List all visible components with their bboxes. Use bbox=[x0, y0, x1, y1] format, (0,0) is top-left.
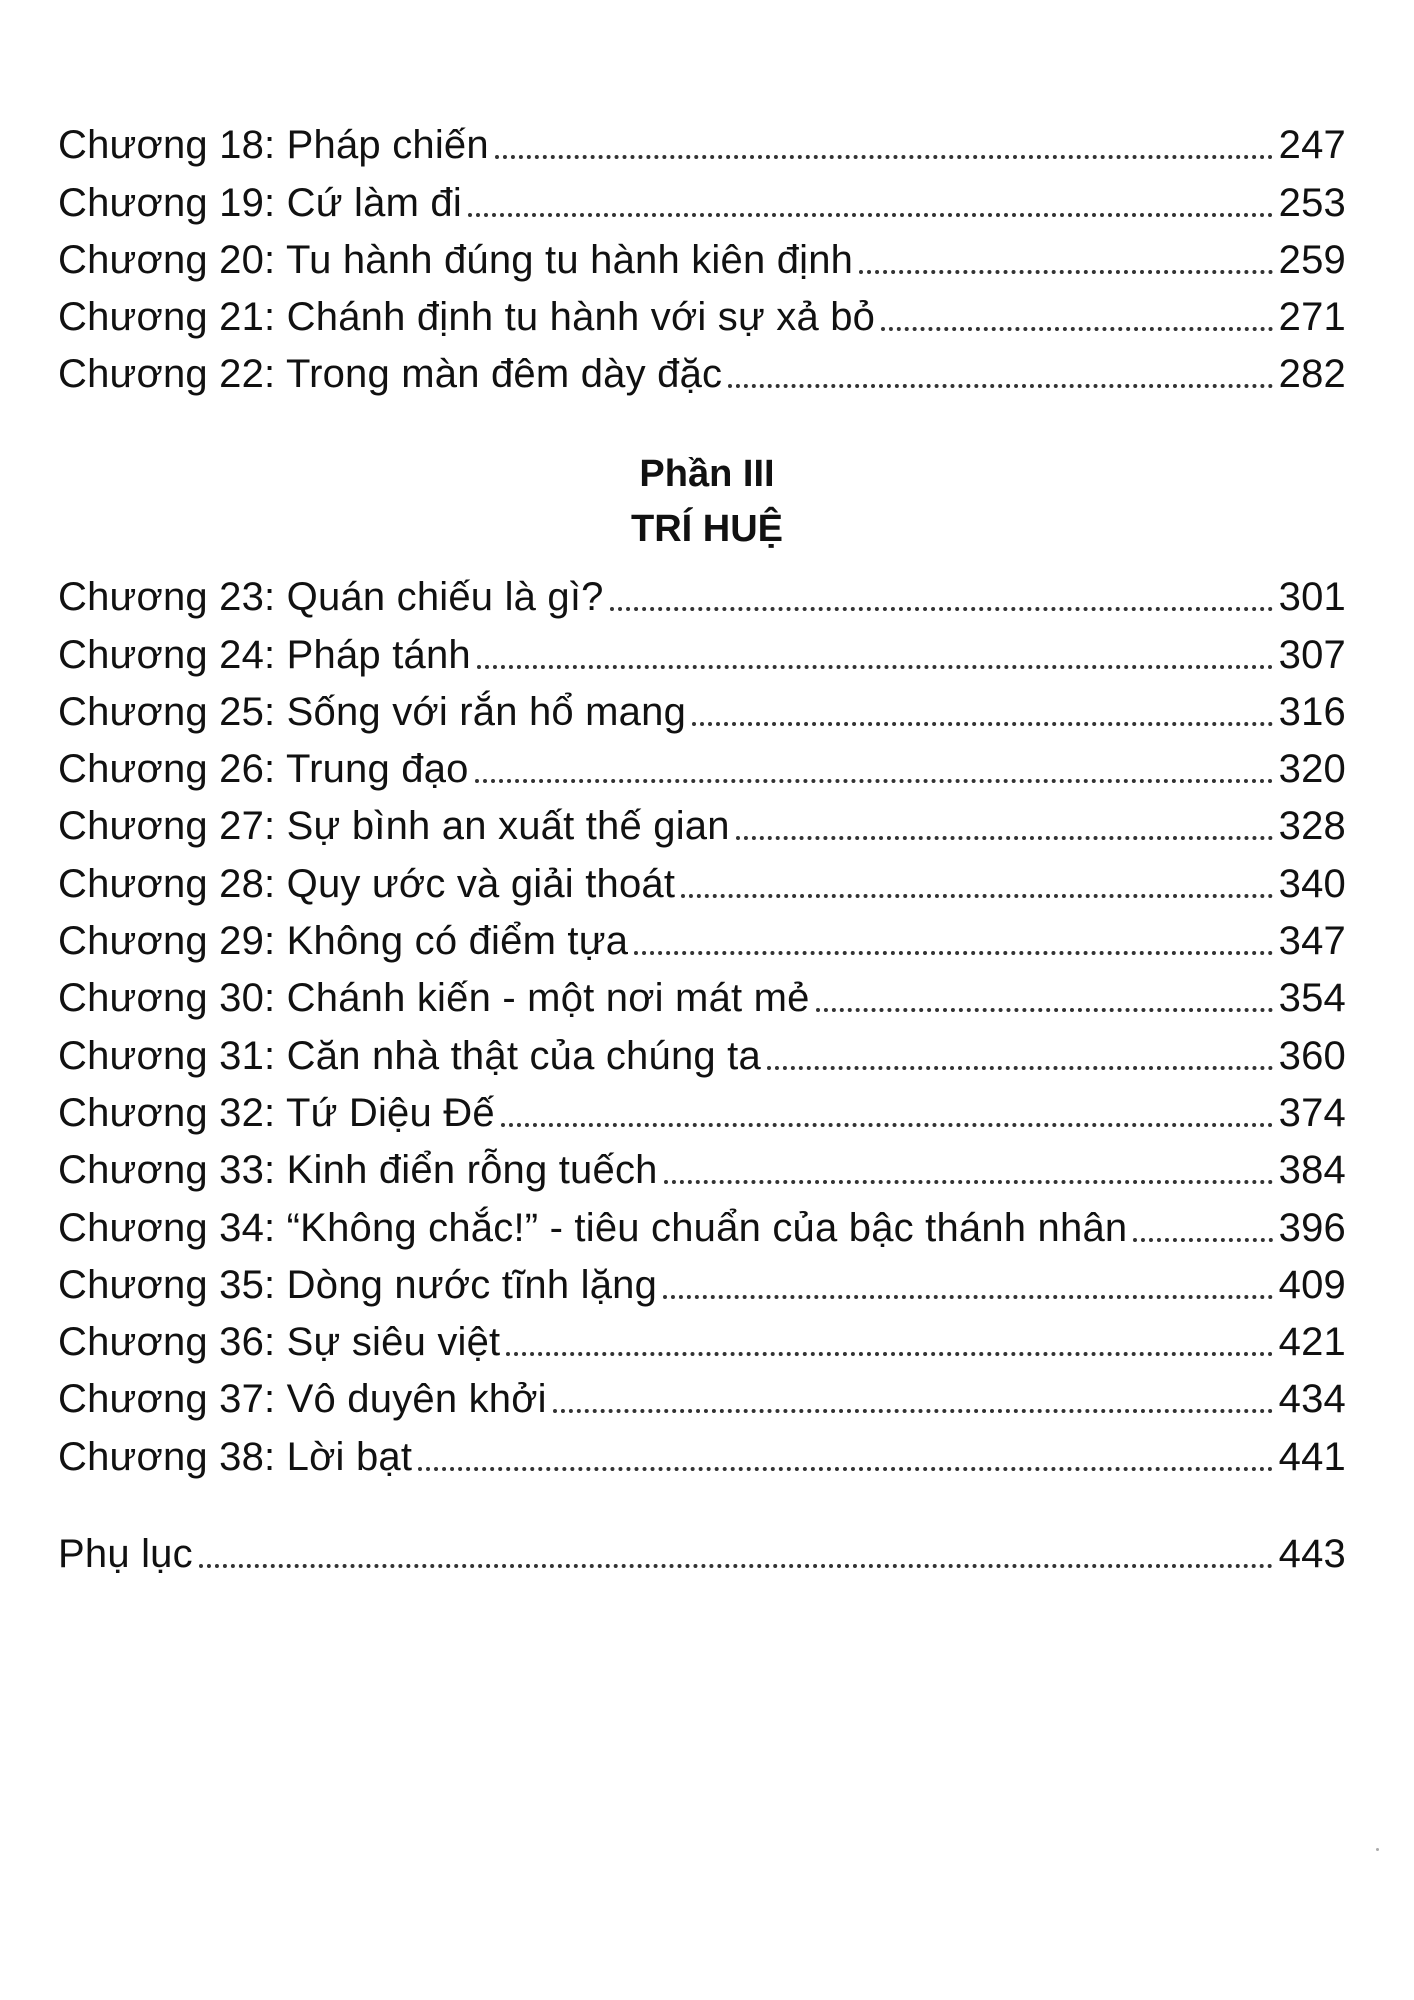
dot-leader bbox=[199, 1564, 1273, 1568]
toc-part-iii bbox=[58, 560, 1346, 1477]
dot-leader bbox=[553, 1409, 1273, 1413]
dot-leader bbox=[736, 836, 1273, 840]
dot-leader bbox=[477, 665, 1273, 669]
toc-entry-page: 354 bbox=[1278, 976, 1346, 1021]
toc-entry bbox=[58, 337, 1346, 397]
toc-entry-title: Chương 18: Pháp chiến bbox=[58, 123, 489, 168]
toc-entry-page: 347 bbox=[1278, 919, 1346, 964]
dot-leader bbox=[881, 327, 1273, 331]
dot-leader bbox=[767, 1066, 1273, 1070]
toc-entry-title: Chương 23: Quán chiếu là gì? bbox=[58, 575, 604, 620]
dot-leader bbox=[692, 722, 1273, 726]
part-label: Phần III bbox=[639, 453, 775, 495]
toc-entry-page: 374 bbox=[1278, 1090, 1346, 1135]
toc-entry bbox=[58, 1419, 1346, 1479]
toc-entry bbox=[58, 1305, 1346, 1365]
toc-entry-title: Phụ lục bbox=[58, 1532, 193, 1577]
toc-entry-page: 421 bbox=[1278, 1320, 1346, 1365]
toc-entry bbox=[58, 1133, 1346, 1193]
toc-entry-page: 271 bbox=[1278, 295, 1346, 340]
toc-entry-page: 259 bbox=[1278, 237, 1346, 282]
toc-entry-appendix bbox=[58, 1517, 1346, 1577]
toc-entry-page: 307 bbox=[1278, 632, 1346, 677]
dot-leader bbox=[728, 384, 1272, 388]
toc-entry-title: Chương 21: Chánh định tu hành với sự xả bỏ bbox=[58, 295, 876, 340]
toc-entry-page: 282 bbox=[1278, 352, 1346, 397]
toc-entry-title: Chương 37: Vô duyên khởi bbox=[58, 1377, 547, 1422]
toc-entry-page: 301 bbox=[1278, 575, 1346, 620]
toc-entry-title: Chương 27: Sự bình an xuất thế gian bbox=[58, 804, 730, 849]
toc-entry-title: Chương 31: Căn nhà thật của chúng ta bbox=[58, 1033, 761, 1078]
toc-entry-page: 247 bbox=[1278, 123, 1346, 168]
toc-entry bbox=[58, 1018, 1346, 1078]
toc-entry-page: 253 bbox=[1278, 180, 1346, 225]
scan-speck bbox=[1376, 1848, 1379, 1851]
toc-entry-title: Chương 24: Pháp tánh bbox=[58, 632, 471, 677]
toc-entry bbox=[58, 165, 1346, 225]
toc-part-ii-tail bbox=[58, 108, 1346, 397]
toc-entry-title: Chương 22: Trong màn đêm dày đặc bbox=[58, 352, 723, 397]
toc-entry bbox=[58, 732, 1346, 792]
dot-leader bbox=[468, 213, 1273, 217]
toc-entry bbox=[58, 846, 1346, 906]
toc-entry-title: Chương 29: Không có điểm tựa bbox=[58, 919, 629, 964]
toc-entry-title: Chương 20: Tu hành đúng tu hành kiên định bbox=[58, 237, 854, 282]
toc-entry-page: 441 bbox=[1278, 1434, 1346, 1479]
toc-entry-title: Chương 38: Lời bạt bbox=[58, 1434, 413, 1479]
toc-entry-page: 434 bbox=[1278, 1377, 1346, 1422]
toc-appendix bbox=[58, 1517, 1346, 1577]
toc-entry bbox=[58, 108, 1346, 168]
dot-leader bbox=[664, 1180, 1273, 1184]
toc-entry-title: Chương 32: Tứ Diệu Đế bbox=[58, 1090, 495, 1135]
toc-entry-page: 316 bbox=[1278, 689, 1346, 734]
toc-entry bbox=[58, 560, 1346, 620]
toc-entry-title: Chương 30: Chánh kiến - một nơi mát mẻ bbox=[58, 976, 810, 1021]
toc-entry-title: Chương 19: Cứ làm đi bbox=[58, 180, 462, 225]
dot-leader bbox=[495, 155, 1273, 159]
dot-leader bbox=[859, 270, 1273, 274]
dot-leader bbox=[610, 607, 1273, 611]
toc-entry-page: 384 bbox=[1278, 1148, 1346, 1193]
part-title: TRÍ HUỆ bbox=[631, 508, 783, 550]
dot-leader bbox=[501, 1123, 1273, 1127]
toc-entry bbox=[58, 1076, 1346, 1133]
toc-entry-title: Chương 34: “Không chắc!” - tiêu chuẩn của bậc thánh nhân bbox=[58, 1205, 1128, 1250]
toc-entry-title: Chương 35: Dòng nước tĩnh lặng bbox=[58, 1262, 658, 1307]
toc-entry-title: Chương 36: Sự siêu việt bbox=[58, 1320, 501, 1365]
dot-leader bbox=[634, 951, 1273, 955]
toc-entry bbox=[58, 1248, 1346, 1305]
toc-entry-page: 409 bbox=[1278, 1262, 1346, 1307]
toc-entry-title: Chương 26: Trung đạo bbox=[58, 747, 469, 792]
toc-entry-page: 443 bbox=[1278, 1532, 1346, 1577]
toc-entry-page: 328 bbox=[1278, 804, 1346, 849]
dot-leader bbox=[681, 894, 1272, 898]
dot-leader bbox=[475, 779, 1273, 783]
toc-entry-title: Chương 28: Quy ước và giải thoát bbox=[58, 861, 676, 906]
toc-entry bbox=[58, 904, 1346, 964]
dot-leader bbox=[663, 1295, 1273, 1299]
toc-entry bbox=[58, 675, 1346, 732]
toc-entry bbox=[58, 617, 1346, 677]
toc-entry-page: 360 bbox=[1278, 1033, 1346, 1078]
toc-entry bbox=[58, 223, 1346, 280]
toc-entry-title: Chương 33: Kinh điển rỗng tuếch bbox=[58, 1148, 658, 1193]
dot-leader bbox=[506, 1352, 1272, 1356]
toc-entry-title: Chương 25: Sống với rắn hổ mang bbox=[58, 689, 687, 734]
toc-entry bbox=[58, 280, 1346, 340]
dot-leader bbox=[816, 1008, 1273, 1012]
toc-entry bbox=[58, 1362, 1346, 1422]
dot-leader bbox=[418, 1467, 1273, 1471]
toc-entry-page: 320 bbox=[1278, 747, 1346, 792]
dot-leader bbox=[1133, 1238, 1272, 1242]
toc-entry-page: 396 bbox=[1278, 1205, 1346, 1250]
toc-entry bbox=[58, 961, 1346, 1021]
toc-entry-page: 340 bbox=[1278, 861, 1346, 906]
toc-entry bbox=[58, 789, 1346, 849]
toc-entry bbox=[58, 1190, 1346, 1250]
